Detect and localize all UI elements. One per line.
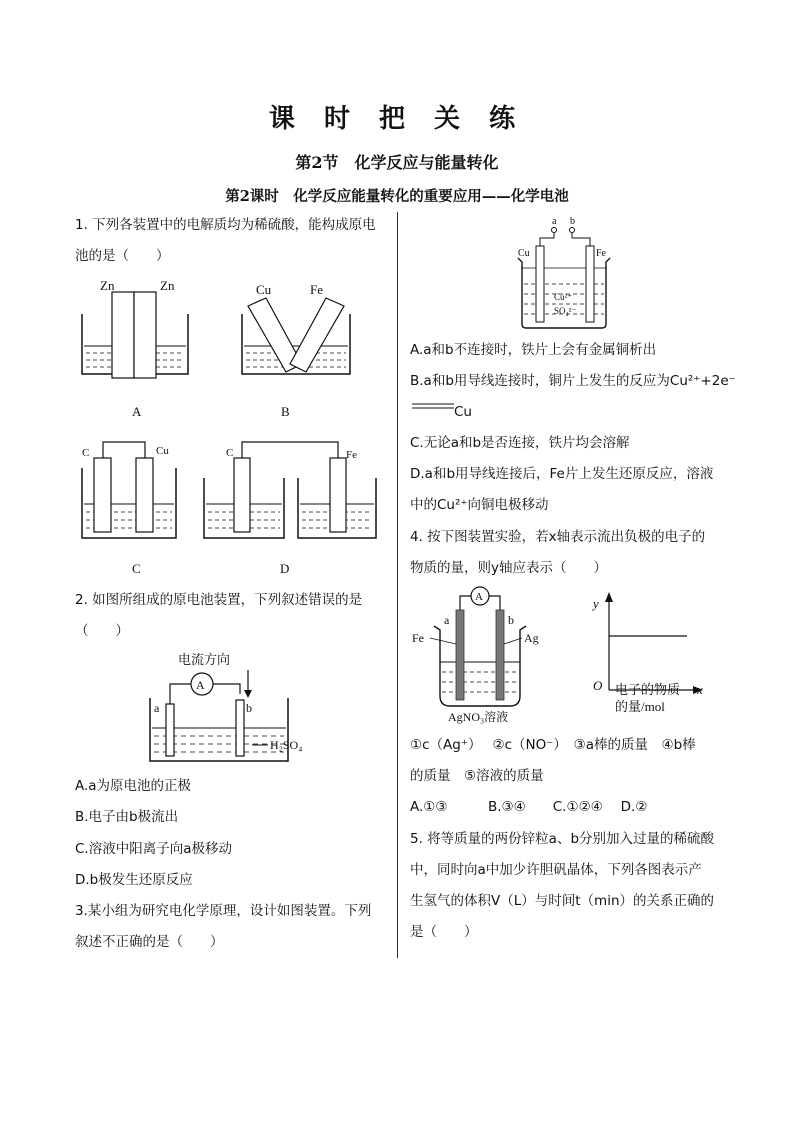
q1a-electrode1: Zn — [100, 278, 115, 293]
q2-electrode-a: a — [154, 701, 160, 715]
q1-line2: 池的是（ ） — [75, 248, 170, 264]
q2-line2: （ ） — [75, 623, 129, 639]
q1b-electrode1: Cu — [256, 282, 272, 297]
q5-line4: 是（ ） — [410, 924, 478, 940]
q2-electrode-b: b — [246, 701, 252, 715]
q1c-electrode2: Cu — [156, 445, 169, 457]
q1-apparatus-a — [82, 278, 188, 419]
q4-origin-label: O — [593, 678, 603, 693]
q2-acid-label: H₂SO₄ — [270, 738, 303, 752]
q1c-electrode1: C — [82, 447, 90, 459]
q3-option-d-line1: D.a和b用导线连接后，Fe片上发生还原反应，溶液 — [410, 466, 714, 482]
q4-items-line1: ①c（Ag⁺） ②c（NO⁻） ③a棒的质量 ④b棒 — [410, 737, 696, 753]
q4-line1: 4. 按下图装置实验，若x轴表示流出负极的电子的 — [410, 529, 706, 545]
q1b-electrode2: Fe — [310, 282, 323, 297]
q4-graph — [585, 590, 715, 720]
q3-line1: 3.某小组为研究电化学原理，设计如图装置。下列 — [75, 903, 372, 919]
q1a-electrode2: Zn — [160, 278, 175, 293]
q1d-electrode2: Fe — [346, 449, 357, 461]
q1b-label: B — [281, 404, 290, 419]
q4-electrode-ag: Ag — [524, 631, 539, 645]
q4-y-label: y — [593, 596, 599, 611]
q5-line1: 5. 将等质量的两份锌粒a、b分别加入过量的稀硫酸 — [410, 831, 715, 847]
q4-rod-b: b — [508, 613, 514, 627]
q4-items-line2: 的质量 ⑤溶液的质量 — [410, 768, 544, 784]
q1c-label: C — [132, 561, 141, 576]
q3-ion-cu: Cu²⁺ — [554, 292, 572, 302]
q2-figure — [140, 648, 360, 768]
q3-option-c: C.无论a和b是否连接，铁片均会溶解 — [410, 435, 630, 451]
q5-line2: 中，同时向a中加少许胆矾晶体，下列各图表示产 — [410, 862, 702, 878]
q4-line2: 物质的量，则y轴应表示（ ） — [410, 560, 607, 576]
q4-x-label: x — [697, 682, 703, 697]
lesson-title: 第2课时 化学反应能量转化的重要应用——化学电池 — [225, 188, 569, 205]
q4-apparatus — [410, 584, 550, 726]
q3-terminal-a: a — [552, 216, 557, 227]
q1-figure — [70, 272, 390, 582]
page-title: 课 时 把 关 练 — [268, 104, 526, 134]
q2-option-a: A.a为原电池的正极 — [75, 778, 192, 794]
q5-line3: 生氢气的体积V（L）与时间t（min）的关系正确的 — [410, 893, 715, 909]
q2-line1: 2. 如图所组成的原电池装置，下列叙述错误的是 — [75, 592, 363, 608]
q2-option-b: B.电子由b极流出 — [75, 809, 179, 825]
q1-line1: 1. 下列各装置中的电解质均为稀硫酸，能构成原电 — [75, 217, 376, 233]
q2-current-arrow — [244, 690, 252, 698]
q1-apparatus-b — [242, 282, 350, 419]
q2-current-label: 电流方向 — [178, 652, 231, 667]
q4-choices: A.①③ B.③④ C.①②④ D.② — [410, 799, 648, 815]
q1d-electrode1: C — [226, 447, 234, 459]
q1-apparatus-d — [204, 442, 376, 576]
q3-terminal-b: b — [570, 216, 575, 227]
q3-electrode-cu: Cu — [518, 248, 530, 259]
q4-solution-label: AgNO₃溶液 — [448, 710, 509, 724]
section-title: 第2节 化学反应与能量转化 — [295, 153, 499, 172]
q4-rod-a: a — [444, 613, 450, 627]
q1a-label: A — [132, 404, 142, 419]
q2-option-d: D.b极发生还原反应 — [75, 872, 193, 888]
q3-option-a: A.a和b不连接时，铁片上会有金属铜析出 — [410, 342, 657, 358]
q4-xlabel-line1: 电子的物质 — [615, 682, 681, 697]
q3-option-d-line2: 中的Cu²⁺向铜电极移动 — [410, 497, 549, 513]
q2-meter-label: A — [196, 678, 205, 692]
q3-ion-so4: SO₄²⁻ — [554, 306, 577, 316]
q4-meter-label: A — [475, 591, 483, 603]
q3-option-b-line1: B.a和b用导线连接时，铜片上发生的反应为Cu²⁺+2e⁻ — [410, 373, 736, 389]
q3-equals-sign — [410, 402, 456, 410]
q2-option-c: C.溶液中阳离子向a极移动 — [75, 841, 232, 857]
q3-figure — [510, 212, 620, 330]
q1-apparatus-c — [82, 442, 176, 576]
q3-electrode-fe: Fe — [596, 248, 606, 259]
q4-xlabel-line2: 的量/mol — [615, 699, 665, 714]
q3-line2: 叙述不正确的是（ ） — [75, 934, 224, 950]
column-divider — [397, 212, 398, 958]
q4-electrode-fe: Fe — [412, 631, 424, 645]
q1d-label: D — [280, 561, 290, 576]
q3-option-b-line2: Cu — [454, 404, 472, 420]
